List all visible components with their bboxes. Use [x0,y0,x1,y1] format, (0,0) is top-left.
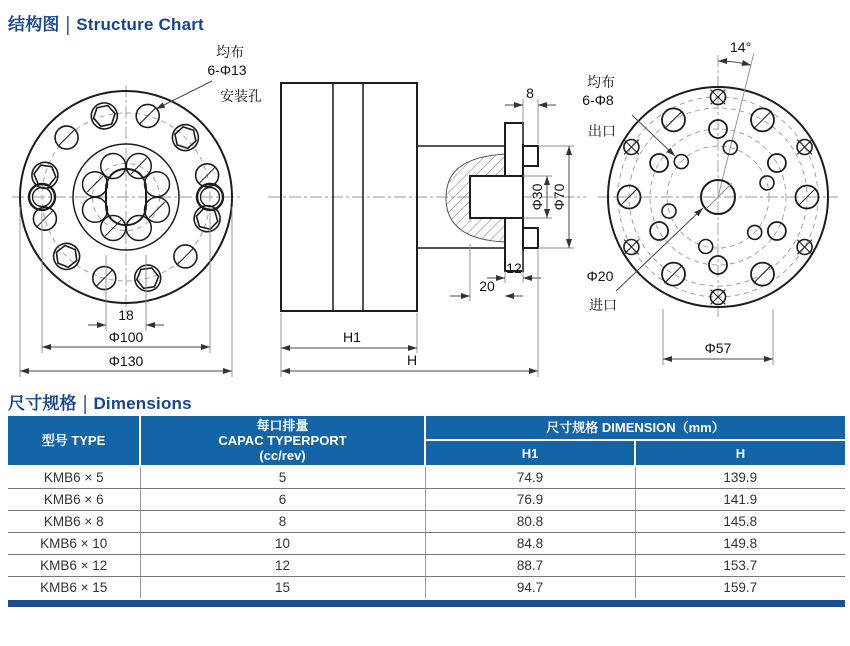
table-row [8,577,845,599]
cell-h: 141.9 [635,489,845,511]
cell-type: KMB6 × 6 [8,489,140,511]
cell-h: 153.7 [635,555,845,577]
cell-h1: 88.7 [425,555,635,577]
port-tab-bottom [523,228,538,248]
cell-h: 139.9 [635,466,845,489]
side-dim-12: 12 [506,260,522,276]
col-header-capacity [140,416,425,466]
structure-drawing [0,37,850,383]
cell-h1: 76.9 [425,489,635,511]
table-row [8,466,845,489]
shaft [470,176,523,218]
rear-note-inlet: 进口 [589,297,617,313]
col-header-type: 型号 TYPE [8,416,140,466]
col-header-capacity-en: CAPAC TYPERPORT [218,433,347,448]
cell-capacity: 15 [140,577,425,599]
front-dim-130: Φ130 [108,353,144,369]
cell-h1: 94.7 [425,577,635,599]
table-row [8,533,845,555]
cell-h1: 74.9 [425,466,635,489]
section-title-dimensions-zh: 尺寸规格 [8,394,77,413]
section-title-structure-en: Structure Chart [76,15,204,34]
side-view [268,83,586,377]
dimensions-table [8,416,845,598]
cell-type: KMB6 × 12 [8,555,140,577]
col-header-h: H [635,440,845,466]
cell-type: KMB6 × 15 [8,577,140,599]
front-note-holes: 6-Φ13 [207,62,247,78]
cell-capacity: 6 [140,489,425,511]
section-title-dimensions-en: Dimensions [93,394,192,413]
cell-capacity: 10 [140,533,425,555]
side-dim-h: H [406,352,418,368]
port-tab-top [523,146,538,166]
front-note-mounting: 安装孔 [220,88,262,104]
rear-dim-angle: 14° [730,39,752,55]
side-dim-8: 8 [526,85,534,101]
col-header-dimension: 尺寸规格 DIMENSION（mm） [425,416,845,440]
cell-type: KMB6 × 8 [8,511,140,533]
side-dim-30: Φ30 [529,183,545,211]
col-header-h1: H1 [425,440,635,466]
rear-note-holes: 6-Φ8 [582,92,614,108]
front-dim-18: 18 [118,307,134,323]
cell-h1: 80.8 [425,511,635,533]
side-dim-70: Φ70 [551,183,567,211]
title-divider: | [65,13,71,36]
cell-capacity: 5 [140,466,425,489]
rear-note-junbu: 均布 [587,74,615,90]
table-row [8,555,845,577]
rear-dim-20: Φ20 [586,268,614,284]
cell-capacity: 8 [140,511,425,533]
cell-capacity: 12 [140,555,425,577]
table-row [8,511,845,533]
rear-dim-57: Φ57 [704,340,732,356]
col-header-capacity-zh: 每口排量 [256,418,309,433]
table-footer-bar [8,600,845,607]
title-divider-2: | [82,392,88,415]
side-dim-h1: H1 [343,329,361,345]
rear-view [582,39,838,365]
cell-h: 145.8 [635,511,845,533]
section-title-dimensions [8,389,850,414]
dimensions-table-wrap [8,416,845,607]
rear-note-outlet: 出口 [588,123,616,139]
front-note-junbu: 均布 [216,44,244,60]
cell-h: 159.7 [723,580,758,595]
col-header-capacity-unit: (cc/rev) [259,448,306,463]
front-dim-100: Φ100 [108,329,144,345]
section-title-structure [8,10,850,35]
cell-type: KMB6 × 5 [8,466,140,489]
section-title-structure-zh: 结构图 [8,15,60,34]
side-dim-20: 20 [479,278,495,294]
table-row [8,489,845,511]
cell-type: KMB6 × 10 [8,533,140,555]
cell-h1: 84.8 [425,533,635,555]
cell-h: 149.8 [635,533,845,555]
front-view [12,44,262,377]
